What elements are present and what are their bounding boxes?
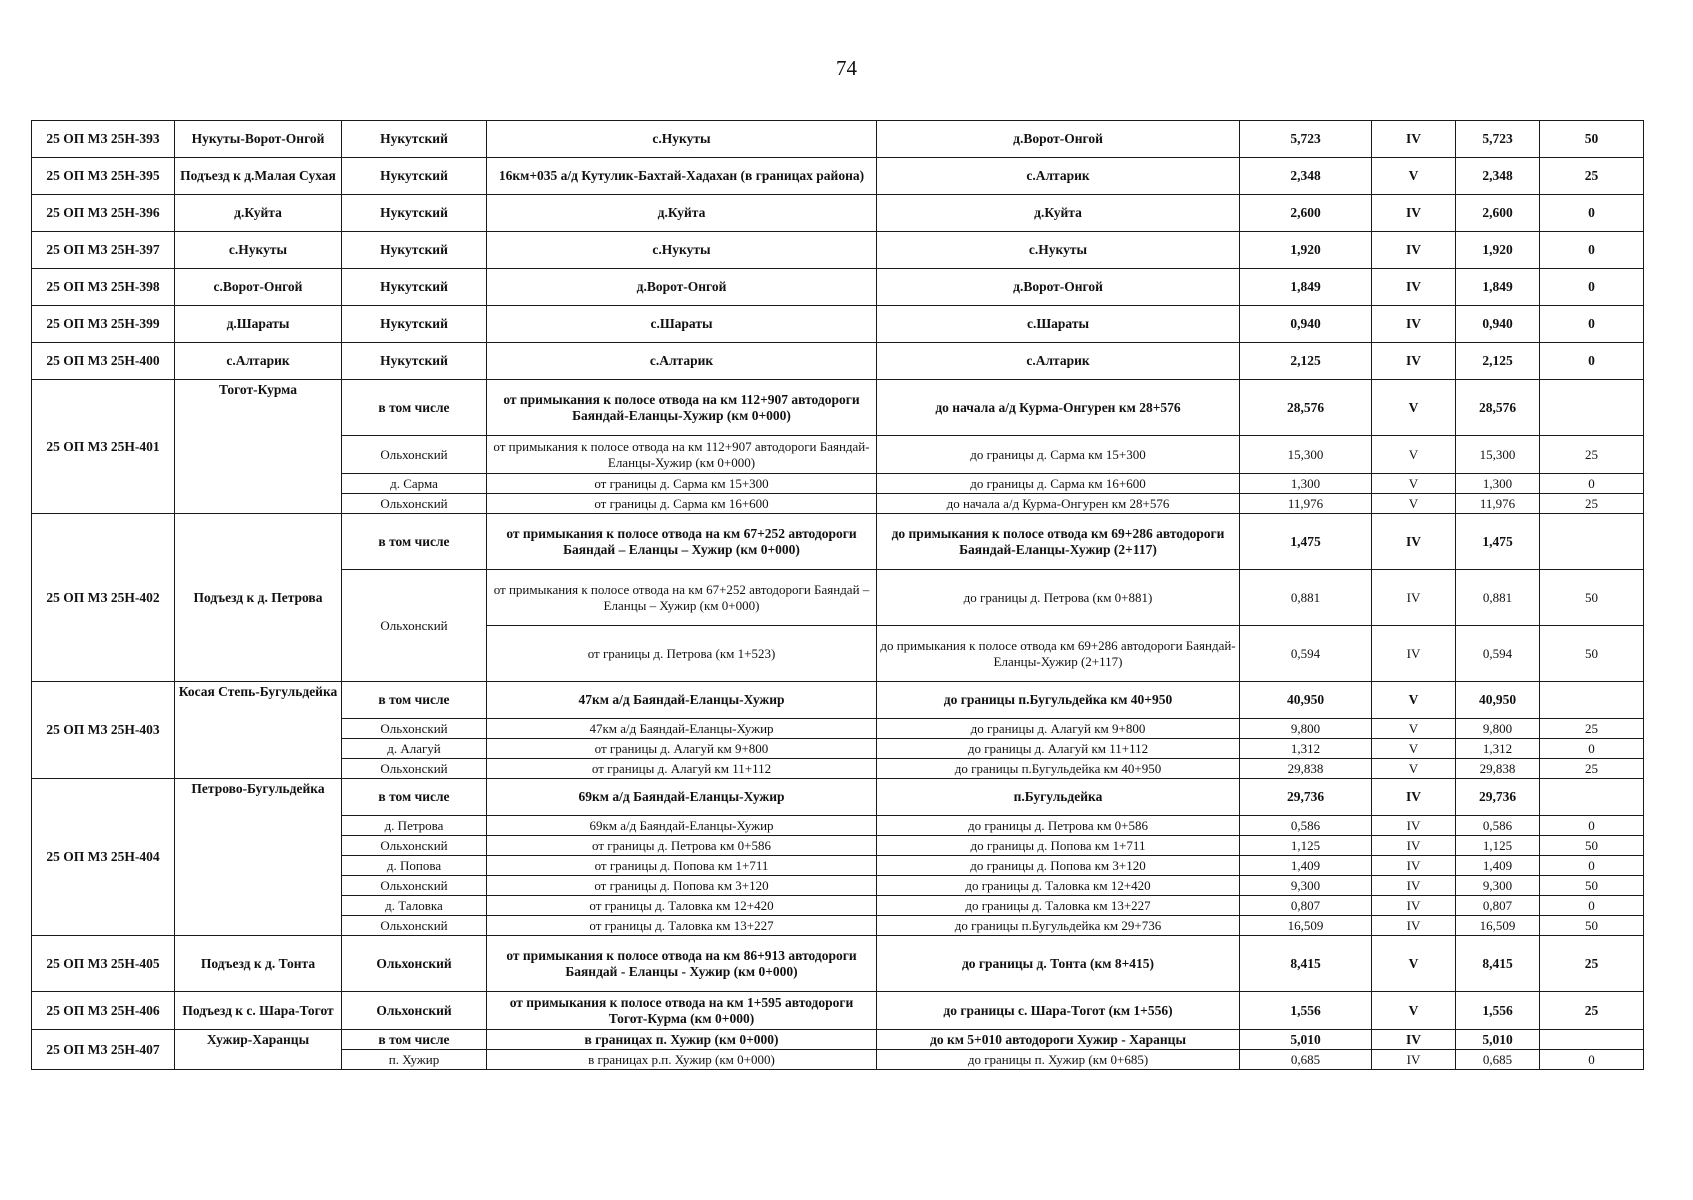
to-cell: д.Ворот-Онгой bbox=[877, 121, 1240, 158]
category-cell: IV bbox=[1372, 836, 1456, 856]
district-cell: Ольхонский bbox=[342, 936, 487, 992]
district-cell: Нукутский bbox=[342, 306, 487, 343]
table-row bbox=[32, 306, 1644, 343]
category-length-cell: 0,586 bbox=[1456, 816, 1540, 836]
category-length-cell: 1,849 bbox=[1456, 269, 1540, 306]
value-cell: 0 bbox=[1540, 306, 1644, 343]
category-length-cell: 28,576 bbox=[1456, 380, 1540, 436]
value-cell: 50 bbox=[1540, 876, 1644, 896]
length-cell: 0,594 bbox=[1240, 626, 1372, 682]
category-cell: IV bbox=[1372, 195, 1456, 232]
category-cell: IV bbox=[1372, 626, 1456, 682]
category-cell: V bbox=[1372, 992, 1456, 1030]
road-name-cell: Хужир-Харанцы bbox=[175, 1030, 342, 1070]
district-cell: Ольхонский bbox=[342, 876, 487, 896]
from-cell: 47км а/д Баяндай-Еланцы-Хужир bbox=[487, 719, 877, 739]
length-cell: 9,800 bbox=[1240, 719, 1372, 739]
length-cell: 8,415 bbox=[1240, 936, 1372, 992]
category-cell: V bbox=[1372, 158, 1456, 195]
to-cell: до км 5+010 автодороги Хужир - Харанцы bbox=[877, 1030, 1240, 1050]
length-cell: 0,881 bbox=[1240, 570, 1372, 626]
value-cell: 50 bbox=[1540, 916, 1644, 936]
to-cell: до границы п.Бугульдейка км 40+950 bbox=[877, 759, 1240, 779]
to-cell: до границы п. Хужир (км 0+685) bbox=[877, 1050, 1240, 1070]
from-cell: д.Куйта bbox=[487, 195, 877, 232]
value-cell bbox=[1540, 779, 1644, 816]
length-cell: 5,010 bbox=[1240, 1030, 1372, 1050]
length-cell: 9,300 bbox=[1240, 876, 1372, 896]
length-cell: 16,509 bbox=[1240, 916, 1372, 936]
category-length-cell: 1,920 bbox=[1456, 232, 1540, 269]
to-cell: до границы д. Петрова (км 0+881) bbox=[877, 570, 1240, 626]
category-cell: IV bbox=[1372, 1030, 1456, 1050]
district-cell: Нукутский bbox=[342, 195, 487, 232]
road-name-cell: Подъезд к д.Малая Сухая bbox=[175, 158, 342, 195]
value-cell: 0 bbox=[1540, 232, 1644, 269]
category-cell: V bbox=[1372, 474, 1456, 494]
district-cell: в том числе bbox=[342, 514, 487, 570]
district-cell: Нукутский bbox=[342, 343, 487, 380]
district-cell: Ольхонский bbox=[342, 494, 487, 514]
category-cell: V bbox=[1372, 719, 1456, 739]
from-cell: от примыкания к полосе отвода на км 67+252 автодороги Баяндай – Еланцы – Хужир (км 0+000) bbox=[487, 570, 877, 626]
from-cell: от границы д. Алагуй км 11+112 bbox=[487, 759, 877, 779]
category-length-cell: 1,556 bbox=[1456, 992, 1540, 1030]
table-row bbox=[32, 936, 1644, 992]
category-length-cell: 1,409 bbox=[1456, 856, 1540, 876]
table-row bbox=[32, 158, 1644, 195]
to-cell: до границы д. Таловка км 12+420 bbox=[877, 876, 1240, 896]
value-cell: 0 bbox=[1540, 856, 1644, 876]
length-cell: 1,409 bbox=[1240, 856, 1372, 876]
from-cell: в границах р.п. Хужир (км 0+000) bbox=[487, 1050, 877, 1070]
category-cell: V bbox=[1372, 380, 1456, 436]
to-cell: до границы д. Сарма км 16+600 bbox=[877, 474, 1240, 494]
value-cell: 25 bbox=[1540, 494, 1644, 514]
table-row bbox=[32, 343, 1644, 380]
value-cell: 50 bbox=[1540, 836, 1644, 856]
road-id-cell: 25 ОП МЗ 25Н-405 bbox=[32, 936, 175, 992]
value-cell: 0 bbox=[1540, 739, 1644, 759]
value-cell: 0 bbox=[1540, 816, 1644, 836]
to-cell: до начала а/д Курма-Онгурен км 28+576 bbox=[877, 494, 1240, 514]
page-number: 74 bbox=[836, 56, 857, 80]
road-id-cell: 25 ОП МЗ 25Н-399 bbox=[32, 306, 175, 343]
length-cell: 28,576 bbox=[1240, 380, 1372, 436]
district-cell: Ольхонский bbox=[342, 570, 487, 682]
table-row bbox=[32, 121, 1644, 158]
district-cell: в том числе bbox=[342, 380, 487, 436]
district-cell: д. Алагуй bbox=[342, 739, 487, 759]
table-row bbox=[32, 232, 1644, 269]
to-cell: до границы д. Тонта (км 8+415) bbox=[877, 936, 1240, 992]
from-cell: с.Нукуты bbox=[487, 232, 877, 269]
from-cell: в границах п. Хужир (км 0+000) bbox=[487, 1030, 877, 1050]
district-cell: д. Таловка bbox=[342, 896, 487, 916]
district-cell: в том числе bbox=[342, 1030, 487, 1050]
table-row bbox=[32, 682, 1644, 719]
value-cell: 50 bbox=[1540, 570, 1644, 626]
road-id-cell: 25 ОП МЗ 25Н-396 bbox=[32, 195, 175, 232]
length-cell: 0,940 bbox=[1240, 306, 1372, 343]
length-cell: 5,723 bbox=[1240, 121, 1372, 158]
length-cell: 0,586 bbox=[1240, 816, 1372, 836]
category-cell: IV bbox=[1372, 916, 1456, 936]
to-cell: до примыкания к полосе отвода км 69+286 автодороги Баяндай-Еланцы-Хужир (2+117) bbox=[877, 514, 1240, 570]
from-cell: 69км а/д Баяндай-Еланцы-Хужир bbox=[487, 816, 877, 836]
category-length-cell: 15,300 bbox=[1456, 436, 1540, 474]
to-cell: д.Куйта bbox=[877, 195, 1240, 232]
to-cell: до границы д. Попова км 1+711 bbox=[877, 836, 1240, 856]
from-cell: 16км+035 а/д Кутулик-Бахтай-Хадахан (в границах района) bbox=[487, 158, 877, 195]
from-cell: от границы д. Попова км 3+120 bbox=[487, 876, 877, 896]
road-name-cell: Косая Степь-Бугульдейка bbox=[175, 682, 342, 779]
district-cell: Ольхонский bbox=[342, 916, 487, 936]
road-id-cell: 25 ОП МЗ 25Н-402 bbox=[32, 514, 175, 682]
category-cell: V bbox=[1372, 739, 1456, 759]
roads-table bbox=[31, 120, 1644, 1070]
road-name-cell: с.Ворот-Онгой bbox=[175, 269, 342, 306]
district-cell: д. Попова bbox=[342, 856, 487, 876]
from-cell: 47км а/д Баяндай-Еланцы-Хужир bbox=[487, 682, 877, 719]
category-cell: V bbox=[1372, 436, 1456, 474]
category-length-cell: 5,010 bbox=[1456, 1030, 1540, 1050]
road-id-cell: 25 ОП МЗ 25Н-407 bbox=[32, 1030, 175, 1070]
category-cell: IV bbox=[1372, 232, 1456, 269]
district-cell: Нукутский bbox=[342, 158, 487, 195]
category-length-cell: 29,838 bbox=[1456, 759, 1540, 779]
category-length-cell: 0,807 bbox=[1456, 896, 1540, 916]
value-cell: 50 bbox=[1540, 121, 1644, 158]
length-cell: 40,950 bbox=[1240, 682, 1372, 719]
road-id-cell: 25 ОП МЗ 25Н-397 bbox=[32, 232, 175, 269]
length-cell: 1,556 bbox=[1240, 992, 1372, 1030]
category-length-cell: 1,312 bbox=[1456, 739, 1540, 759]
to-cell: с.Алтарик bbox=[877, 158, 1240, 195]
category-length-cell: 9,800 bbox=[1456, 719, 1540, 739]
length-cell: 29,838 bbox=[1240, 759, 1372, 779]
to-cell: до начала а/д Курма-Онгурен км 28+576 bbox=[877, 380, 1240, 436]
road-name-cell: Подъезд к д. Тонта bbox=[175, 936, 342, 992]
district-cell: Ольхонский bbox=[342, 836, 487, 856]
table-row bbox=[32, 195, 1644, 232]
from-cell: 69км а/д Баяндай-Еланцы-Хужир bbox=[487, 779, 877, 816]
category-length-cell: 0,940 bbox=[1456, 306, 1540, 343]
value-cell: 25 bbox=[1540, 936, 1644, 992]
length-cell: 1,849 bbox=[1240, 269, 1372, 306]
to-cell: до границы д. Таловка км 13+227 bbox=[877, 896, 1240, 916]
road-id-cell: 25 ОП МЗ 25Н-398 bbox=[32, 269, 175, 306]
district-cell: в том числе bbox=[342, 779, 487, 816]
length-cell: 1,920 bbox=[1240, 232, 1372, 269]
from-cell: от границы д. Сарма км 15+300 bbox=[487, 474, 877, 494]
category-cell: V bbox=[1372, 682, 1456, 719]
category-length-cell: 40,950 bbox=[1456, 682, 1540, 719]
district-cell: Нукутский bbox=[342, 121, 487, 158]
value-cell bbox=[1540, 380, 1644, 436]
length-cell: 2,348 bbox=[1240, 158, 1372, 195]
from-cell: от границы д. Попова км 1+711 bbox=[487, 856, 877, 876]
length-cell: 0,807 bbox=[1240, 896, 1372, 916]
road-name-cell: с.Алтарик bbox=[175, 343, 342, 380]
value-cell: 0 bbox=[1540, 269, 1644, 306]
category-cell: V bbox=[1372, 759, 1456, 779]
district-cell: д. Сарма bbox=[342, 474, 487, 494]
road-id-cell: 25 ОП МЗ 25Н-393 bbox=[32, 121, 175, 158]
length-cell: 11,976 bbox=[1240, 494, 1372, 514]
category-cell: IV bbox=[1372, 896, 1456, 916]
category-length-cell: 2,348 bbox=[1456, 158, 1540, 195]
category-length-cell: 0,881 bbox=[1456, 570, 1540, 626]
from-cell: д.Ворот-Онгой bbox=[487, 269, 877, 306]
category-cell: IV bbox=[1372, 306, 1456, 343]
district-cell: в том числе bbox=[342, 682, 487, 719]
table-row bbox=[32, 1030, 1644, 1050]
roads-table-body bbox=[32, 121, 1644, 1070]
category-length-cell: 16,509 bbox=[1456, 916, 1540, 936]
table-row bbox=[32, 380, 1644, 436]
road-id-cell: 25 ОП МЗ 25Н-400 bbox=[32, 343, 175, 380]
category-length-cell: 1,125 bbox=[1456, 836, 1540, 856]
from-cell: от примыкания к полосе отвода на км 1+595 автодороги Тогот-Курма (км 0+000) bbox=[487, 992, 877, 1030]
category-length-cell: 11,976 bbox=[1456, 494, 1540, 514]
length-cell: 2,125 bbox=[1240, 343, 1372, 380]
length-cell: 1,300 bbox=[1240, 474, 1372, 494]
road-name-cell: Нукуты-Ворот-Онгой bbox=[175, 121, 342, 158]
to-cell: с.Шараты bbox=[877, 306, 1240, 343]
category-cell: IV bbox=[1372, 816, 1456, 836]
value-cell: 0 bbox=[1540, 474, 1644, 494]
category-length-cell: 8,415 bbox=[1456, 936, 1540, 992]
value-cell bbox=[1540, 514, 1644, 570]
road-id-cell: 25 ОП МЗ 25Н-395 bbox=[32, 158, 175, 195]
to-cell: до примыкания к полосе отвода км 69+286 автодороги Баяндай-Еланцы-Хужир (2+117) bbox=[877, 626, 1240, 682]
category-cell: IV bbox=[1372, 1050, 1456, 1070]
road-name-cell: Петрово-Бугульдейка bbox=[175, 779, 342, 936]
district-cell: п. Хужир bbox=[342, 1050, 487, 1070]
road-name-cell: Подъезд к с. Шара-Тогот bbox=[175, 992, 342, 1030]
from-cell: от границы д. Таловка км 13+227 bbox=[487, 916, 877, 936]
category-length-cell: 1,475 bbox=[1456, 514, 1540, 570]
value-cell: 25 bbox=[1540, 759, 1644, 779]
from-cell: с.Алтарик bbox=[487, 343, 877, 380]
to-cell: с.Алтарик bbox=[877, 343, 1240, 380]
to-cell: до границы д. Алагуй км 9+800 bbox=[877, 719, 1240, 739]
district-cell: Ольхонский bbox=[342, 719, 487, 739]
category-length-cell: 2,600 bbox=[1456, 195, 1540, 232]
value-cell: 25 bbox=[1540, 436, 1644, 474]
length-cell: 1,312 bbox=[1240, 739, 1372, 759]
to-cell: п.Бугульдейка bbox=[877, 779, 1240, 816]
value-cell: 0 bbox=[1540, 195, 1644, 232]
to-cell: до границы с. Шара-Тогот (км 1+556) bbox=[877, 992, 1240, 1030]
from-cell: от примыкания к полосе отвода на км 67+252 автодороги Баяндай – Еланцы – Хужир (км 0+000) bbox=[487, 514, 877, 570]
from-cell: от примыкания к полосе отвода на км 86+913 автодороги Баяндай - Еланцы - Хужир (км 0+000) bbox=[487, 936, 877, 992]
to-cell: до границы д. Попова км 3+120 bbox=[877, 856, 1240, 876]
value-cell: 25 bbox=[1540, 992, 1644, 1030]
table-row bbox=[32, 514, 1644, 570]
value-cell bbox=[1540, 1030, 1644, 1050]
length-cell: 1,125 bbox=[1240, 836, 1372, 856]
from-cell: от границы д. Петрова (км 1+523) bbox=[487, 626, 877, 682]
road-name-cell: Подъезд к д. Петрова bbox=[175, 514, 342, 682]
district-cell: д. Петрова bbox=[342, 816, 487, 836]
category-cell: V bbox=[1372, 936, 1456, 992]
road-id-cell: 25 ОП МЗ 25Н-403 bbox=[32, 682, 175, 779]
to-cell: до границы д. Алагуй км 11+112 bbox=[877, 739, 1240, 759]
length-cell: 2,600 bbox=[1240, 195, 1372, 232]
road-id-cell: 25 ОП МЗ 25Н-401 bbox=[32, 380, 175, 514]
length-cell: 29,736 bbox=[1240, 779, 1372, 816]
table-row bbox=[32, 992, 1644, 1030]
category-cell: V bbox=[1372, 494, 1456, 514]
road-id-cell: 25 ОП МЗ 25Н-406 bbox=[32, 992, 175, 1030]
from-cell: от примыкания к полосе отвода на км 112+907 автодороги Баяндай-Еланцы-Хужир (км 0+000) bbox=[487, 380, 877, 436]
length-cell: 0,685 bbox=[1240, 1050, 1372, 1070]
from-cell: от границы д. Таловка км 12+420 bbox=[487, 896, 877, 916]
value-cell: 0 bbox=[1540, 343, 1644, 380]
table-row bbox=[32, 779, 1644, 816]
category-cell: IV bbox=[1372, 779, 1456, 816]
to-cell: до границы п.Бугульдейка км 29+736 bbox=[877, 916, 1240, 936]
value-cell: 25 bbox=[1540, 719, 1644, 739]
category-cell: IV bbox=[1372, 121, 1456, 158]
length-cell: 1,475 bbox=[1240, 514, 1372, 570]
to-cell: с.Нукуты bbox=[877, 232, 1240, 269]
district-cell: Ольхонский bbox=[342, 436, 487, 474]
to-cell: до границы п.Бугульдейка км 40+950 bbox=[877, 682, 1240, 719]
road-name-cell: д.Куйта bbox=[175, 195, 342, 232]
category-cell: IV bbox=[1372, 856, 1456, 876]
to-cell: до границы д. Петрова км 0+586 bbox=[877, 816, 1240, 836]
category-cell: IV bbox=[1372, 876, 1456, 896]
district-cell: Ольхонский bbox=[342, 759, 487, 779]
category-cell: IV bbox=[1372, 343, 1456, 380]
category-length-cell: 2,125 bbox=[1456, 343, 1540, 380]
category-length-cell: 0,594 bbox=[1456, 626, 1540, 682]
value-cell: 0 bbox=[1540, 1050, 1644, 1070]
category-cell: IV bbox=[1372, 514, 1456, 570]
category-length-cell: 5,723 bbox=[1456, 121, 1540, 158]
road-id-cell: 25 ОП МЗ 25Н-404 bbox=[32, 779, 175, 936]
table-row bbox=[32, 269, 1644, 306]
from-cell: от границы д. Алагуй км 9+800 bbox=[487, 739, 877, 759]
road-name-cell: д.Шараты bbox=[175, 306, 342, 343]
to-cell: д.Ворот-Онгой bbox=[877, 269, 1240, 306]
length-cell: 15,300 bbox=[1240, 436, 1372, 474]
district-cell: Ольхонский bbox=[342, 992, 487, 1030]
value-cell: 0 bbox=[1540, 896, 1644, 916]
road-name-cell: с.Нукуты bbox=[175, 232, 342, 269]
category-length-cell: 29,736 bbox=[1456, 779, 1540, 816]
road-name-cell: Тогот-Курма bbox=[175, 380, 342, 514]
from-cell: с.Шараты bbox=[487, 306, 877, 343]
district-cell: Нукутский bbox=[342, 232, 487, 269]
value-cell: 50 bbox=[1540, 626, 1644, 682]
from-cell: с.Нукуты bbox=[487, 121, 877, 158]
value-cell bbox=[1540, 682, 1644, 719]
district-cell: Нукутский bbox=[342, 269, 487, 306]
category-length-cell: 9,300 bbox=[1456, 876, 1540, 896]
value-cell: 25 bbox=[1540, 158, 1644, 195]
from-cell: от примыкания к полосе отвода на км 112+907 автодороги Баяндай-Еланцы-Хужир (км 0+000) bbox=[487, 436, 877, 474]
from-cell: от границы д. Петрова км 0+586 bbox=[487, 836, 877, 856]
to-cell: до границы д. Сарма км 15+300 bbox=[877, 436, 1240, 474]
from-cell: от границы д. Сарма км 16+600 bbox=[487, 494, 877, 514]
category-cell: IV bbox=[1372, 570, 1456, 626]
category-cell: IV bbox=[1372, 269, 1456, 306]
category-length-cell: 0,685 bbox=[1456, 1050, 1540, 1070]
category-length-cell: 1,300 bbox=[1456, 474, 1540, 494]
